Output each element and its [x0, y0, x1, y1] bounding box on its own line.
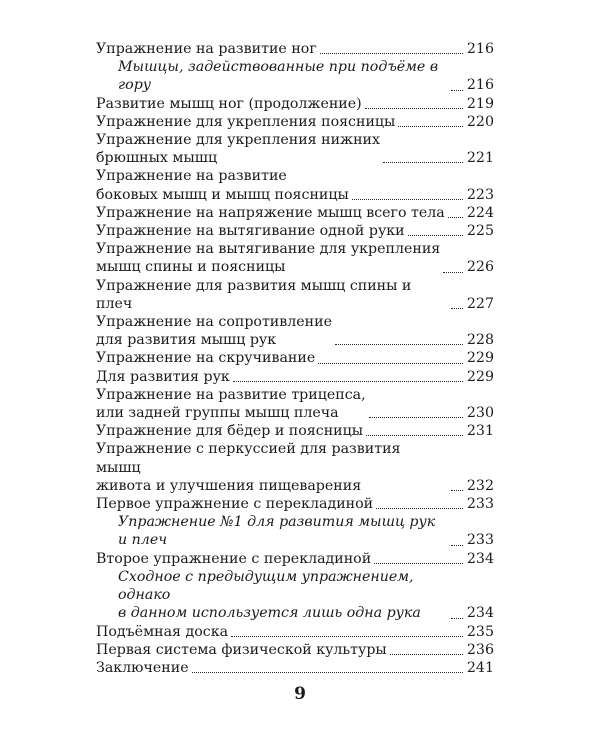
toc-entry-page: 241 — [466, 659, 494, 676]
dot-leader — [231, 635, 463, 637]
toc-entry-title: Упражнение на развитие боковых мышц и мышц поясницы — [96, 168, 349, 203]
dot-leader — [448, 216, 463, 218]
toc-entry-title: Второе упражнение с перекладиной — [96, 550, 372, 567]
toc-entry-title: Первая система физической культуры — [96, 641, 387, 658]
toc-entry-page: 236 — [466, 641, 494, 658]
toc-entry-page: 216 — [466, 77, 494, 94]
toc-entry-title: Упражнение №1 для развития мышц рук и плеч — [118, 514, 436, 549]
toc-entry-page: 234 — [466, 605, 494, 622]
dot-leader — [320, 52, 463, 54]
toc-entry-page: 220 — [466, 113, 494, 130]
toc-entry-page: 235 — [466, 623, 494, 640]
toc-entry — [96, 368, 494, 386]
toc-entry-page: 221 — [466, 150, 494, 167]
toc-entry-title: Развитие мышц ног (продолжение) — [96, 95, 362, 112]
dot-leader — [451, 617, 463, 619]
toc-entry — [96, 131, 494, 167]
dot-leader — [335, 343, 463, 345]
toc-entry-page: 226 — [466, 259, 494, 276]
dot-leader — [451, 307, 463, 309]
toc-entry-title: Упражнение на сопротивление для развития мышц рук — [96, 314, 332, 349]
toc-entry — [96, 204, 494, 222]
toc-entry — [96, 659, 494, 677]
toc-entry-title: Упражнение для бёдер и поясницы — [96, 423, 364, 440]
toc-entry-title: Сходное с предыдущим упражнением, однако в данном используется лишь одна рука — [118, 568, 421, 622]
toc-entry — [96, 113, 494, 131]
toc-entry-title: Заключение — [96, 659, 189, 676]
toc-entry-title: Первое упражнение с перекладиной — [96, 496, 374, 513]
toc-entry-page: 233 — [466, 532, 494, 549]
dot-leader — [369, 416, 463, 418]
dot-leader — [443, 271, 463, 273]
dot-leader — [365, 107, 463, 109]
toc-entry — [96, 422, 494, 440]
toc-entry-page: 229 — [466, 368, 494, 385]
toc-entry-title: Для развития рук — [96, 368, 230, 385]
toc-entry — [96, 95, 494, 113]
toc-entry-page: 233 — [466, 496, 494, 513]
toc-entry-title: Упражнение для укрепления нижних брюшных мышц — [96, 132, 380, 167]
toc-entry-title: Упражнение на напряжение мышц всего тела — [96, 204, 445, 221]
toc-entry-title: Упражнение на вытягивание одной руки — [96, 223, 405, 240]
toc-entry-page: 234 — [466, 550, 494, 567]
toc-entry — [96, 222, 494, 240]
toc-entry-title: Мышцы, задействованные при подъёме в гору — [118, 59, 439, 94]
dot-leader — [318, 362, 463, 364]
toc-subentry — [96, 58, 494, 94]
toc-entry-page: 231 — [466, 423, 494, 440]
toc-entry — [96, 386, 494, 422]
toc-entry — [96, 550, 494, 568]
toc-entry-title: Упражнение на развитие трицепса, или задней группы мышц плеча — [96, 386, 366, 422]
toc-entry — [96, 167, 494, 203]
dot-leader — [366, 434, 463, 436]
dot-leader — [352, 198, 463, 200]
dot-leader — [398, 125, 463, 127]
toc-entry-page: 230 — [466, 405, 494, 422]
dot-leader — [233, 380, 463, 382]
toc-entry — [96, 313, 494, 349]
toc-entry-title: Подъёмная доска — [96, 623, 229, 640]
toc-entry — [96, 623, 494, 641]
dot-leader — [451, 489, 463, 491]
toc-entry-page: 232 — [466, 477, 494, 494]
dot-leader — [451, 544, 463, 546]
toc-entry — [96, 349, 494, 367]
toc-entry-page: 227 — [466, 295, 494, 312]
toc-entry-page: 225 — [466, 223, 494, 240]
table-of-contents — [96, 40, 494, 677]
toc-entry-page: 224 — [466, 204, 494, 221]
toc-entry — [96, 277, 494, 313]
page-number: 9 — [294, 684, 306, 704]
dot-leader — [408, 234, 463, 236]
toc-entry — [96, 40, 494, 58]
dot-leader — [376, 507, 463, 509]
toc-entry-title: Упражнение для развития мышц спины и плеч — [96, 277, 412, 312]
dot-leader — [451, 89, 463, 91]
toc-entry-page: 229 — [466, 350, 494, 367]
toc-entry-page: 228 — [466, 332, 494, 349]
toc-entry-page: 219 — [466, 95, 494, 112]
dot-leader — [192, 671, 463, 673]
toc-entry-title: Упражнение на вытягивание для укрепления мышц спины и поясницы — [96, 241, 441, 276]
dot-leader — [374, 562, 463, 564]
toc-entry-page: 223 — [466, 186, 494, 203]
dot-leader — [390, 653, 463, 655]
toc-entry — [96, 641, 494, 659]
toc-entry — [96, 440, 494, 495]
toc-subentry — [96, 513, 494, 549]
toc-entry-title: Упражнение на развитие ног — [96, 41, 317, 57]
toc-entry-title: Упражнение для укрепления поясницы — [96, 113, 396, 130]
toc-entry — [96, 240, 494, 276]
toc-entry-page: 216 — [466, 41, 494, 57]
toc-entry — [96, 495, 494, 513]
toc-entry-title: Упражнение на скручивание — [96, 350, 316, 367]
toc-subentry — [96, 568, 494, 623]
toc-entry-title: Упражнение с перкуссией для развития мышц живота и улучшения пищеварения — [96, 441, 401, 494]
dot-leader — [383, 161, 463, 163]
